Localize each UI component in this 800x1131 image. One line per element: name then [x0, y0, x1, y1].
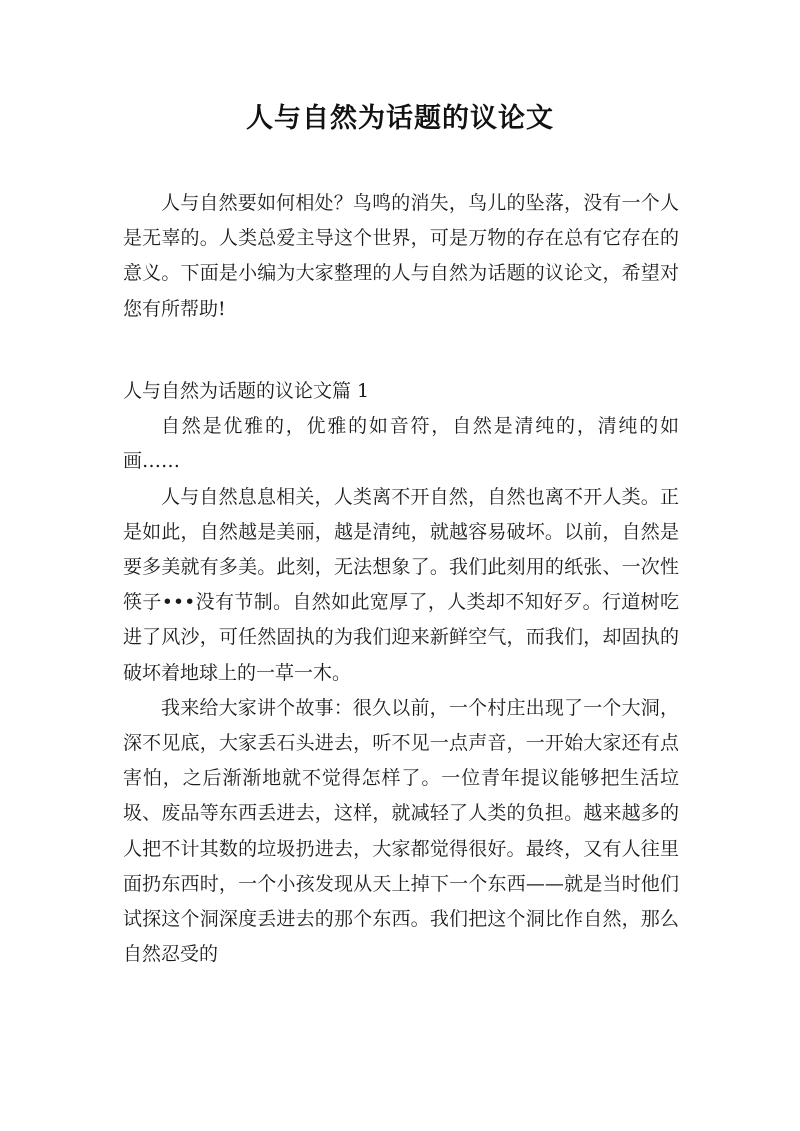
body-paragraph-3: 我来给大家讲个故事：很久以前，一个村庄出现了一个大洞，深不见底，大家丢石头进去，听不见一点声音，一开始大家还有点害怕，之后渐渐地就不觉得怎样了。一位青年提议能够把生活垃圾、废品等东西丢进去，这样，就减轻了人类的负担。越来越多的人把不计其数的垃圾扔进去，大家都觉得很好。最终，又有人往里面扔东西时，一个小孩发现从天上掉下一个东西——就是当时他们试探这个洞深度丢进去的那个东西。我们把这个洞比作自然，那么自然忍受的 — [123, 696, 679, 966]
section-heading: 人与自然为话题的议论文篇 1 — [123, 380, 370, 402]
section-1 — [123, 374, 679, 972]
body-paragraph-1: 自然是优雅的，优雅的如音符，自然是清纯的，清纯的如画…… — [123, 415, 679, 473]
document-title: 人与自然为话题的议论文 — [246, 103, 554, 134]
body-paragraph-2: 人与自然息息相关，人类离不开自然，自然也离不开人类。正是如此，自然越是美丽，越是清纯，就越容易破坏。以前，自然是要多美就有多美。此刻，无法想象了。我们此刻用的纸张、一次性筷子•••没有节制。自然如此宽厚了，人类却不知好歹。行道树吃进了风沙，可任然固执的为我们迎来新鲜空气，而我们，却固执的破坏着地球上的一草一木。 — [123, 485, 679, 684]
intro-paragraph: 人与自然要如何相处？鸟鸣的消失，鸟儿的坠落，没有一个人是无辜的。人类总爱主导这个世界，可是万物的存在总有它存在的意义。下面是小编为大家整理的人与自然为话题的议论文，希望对您有所帮助! — [123, 192, 679, 320]
intro-block — [123, 186, 679, 327]
